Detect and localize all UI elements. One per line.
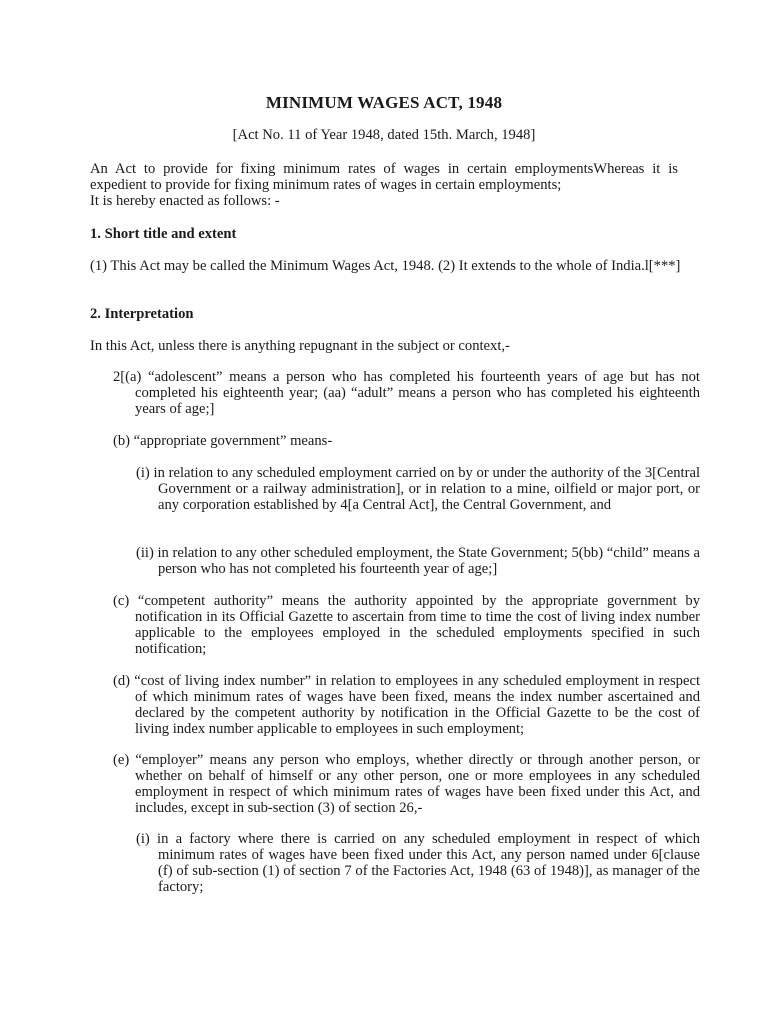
clause-b-i: (i) in relation to any scheduled employment carried on by or under the authority of the 3[Central Government or a railway administration], or in relation to a mine, oilfield or major port, or any corporation established by 4[a Central Act], the Central Government, and [136, 465, 700, 513]
clause-c-competent-authority: (c) “competent authority” means the authority appointed by the appropriate government by notification in its Official Gazette to ascertain from time to time the cost of living index number applicable to the employees employed in the scheduled employments specified in such notification; [113, 593, 700, 657]
document-title: MINIMUM WAGES ACT, 1948 [265, 93, 503, 112]
section-2-intro: In this Act, unless there is anything repugnant in the subject or context,- [90, 338, 510, 354]
preamble: An Act to provide for fixing minimum rates of wages in certain employmentsWhereas it is expedient to provide for fixing minimum rates of wages in certain employments; [90, 161, 678, 193]
clause-b-appropriate-government: (b) “appropriate government” means- [113, 433, 333, 449]
document-subtitle: [Act No. 11 of Year 1948, dated 15th. March, 1948] [232, 127, 536, 143]
section-1-clause-1: (1) This Act may be called the Minimum Wages Act, 1948. (2) It extends to the whole of India.l[***] [90, 258, 681, 274]
section-2-heading: 2. Interpretation [90, 306, 194, 322]
clause-d-cost-of-living-index: (d) “cost of living index number” in relation to employees in any scheduled employment in respect of which minimum rates of wages have been fixed, means the index number ascertained and declared by the competent authority by notification in the Official Gazette to be the cost of living index number applicable to employees in such employment; [113, 673, 700, 737]
clause-b-ii: (ii) in relation to any other scheduled employment, the State Government; 5(bb) “child” means a person who has not completed his fourteenth year of age;] [136, 545, 700, 577]
clause-e-i: (i) in a factory where there is carried on any scheduled employment in respect of which minimum rates of wages have been fixed under this Act, any person named under 6[clause (f) of sub-section (1) of section 7 of the Factories Act, 1948 (63 of 1948)], as manager of the factory; [136, 831, 700, 895]
clause-e-employer: (e) “employer” means any person who employs, whether directly or through another person, or whether on behalf of himself or any other person, one or more employees in any scheduled employment in respect of which minimum rates of wages have been fixed under this Act, and includes, except in sub-section (3) of section 26,- [113, 752, 700, 816]
clause-a-adolescent: 2[(a) “adolescent” means a person who has completed his fourteenth years of age but has not completed his eighteenth year; (aa) “adult” means a person who has completed his eighteenth years of age;] [113, 369, 700, 417]
section-1-heading: 1. Short title and extent [90, 226, 237, 242]
enactment-clause: It is hereby enacted as follows: - [90, 193, 280, 209]
